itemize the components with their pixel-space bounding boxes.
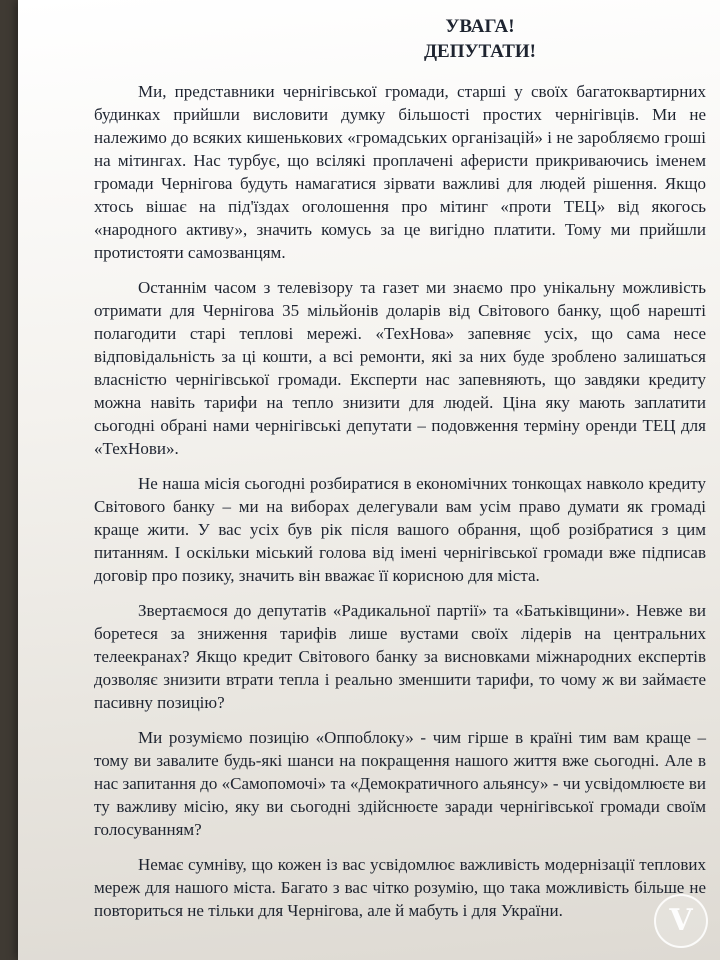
paragraph-3: Не наша місія сьогодні розбиратися в економічних тонкощах навколо кредиту Світового банку – ми на виборах делегували вам усім право думати як громаді краще жити. У вас усіх був рік після вашого обрання, щоб розібратися з цим питанням. І оскільки міський голова від імені чернігівської громади вже підписав договір про позику, значить він вважає її корисною для міста. xyxy=(94,474,706,585)
heading-line-1: УВАГА! xyxy=(445,16,515,37)
document-body xyxy=(94,14,706,934)
paragraph-2: Останнім часом з телевізору та газет ми знаємо про унікальну можливість отримати для Чернігова 35 мільйонів доларів від Світового банку, щоб нарешті полагодити старі теплові мережі. «ТехНова» запевняє усіх, що сама несе відповідальність за ці кошти, а всі ремонти, які за них буде зроблено залишаться власністю чернігівської громади. Експерти нас запевняють, що завдяки кредиту можна навіть тарифи на тепло знизити для людей. Ціна яку мають заплатити сьогодні обрані нами чернігівські депутати – подовження терміну оренди ТЕЦ для «ТехНови». xyxy=(94,278,706,458)
document-heading xyxy=(94,14,706,64)
heading-line-2: ДЕПУТАТИ! xyxy=(423,41,537,62)
paragraph-5: Ми розуміємо позицію «Оппоблоку» - чим гірше в країні тим вам краще – тому ви завалите будь-які шанси на покращення нашого життя вже сьогодні. Але в нас запитання до «Самопомочі» та «Демократичного альянсу» - чи усвідомлюєте ви ту важливу місію, яку ви сьогодні здійснюєте заради чернігівської громади своїм голосуванням? xyxy=(94,728,706,839)
paper-sheet xyxy=(18,0,720,960)
v-logo-icon: V xyxy=(654,894,708,948)
paragraph-4: Звертаємося до депутатів «Радикальної партії» та «Батьківщини». Невже ви боретеся за зниження тарифів лише вустами своїх лідерів на центральних телеекранах? Якщо кредит Світового банку за висновками міжнародних експертів дозволяє знизити втрати тепла і реально зменшити тарифи, то чому ж ви займаєте пасивну позицію? xyxy=(94,601,706,712)
paragraph-1: Ми, представники чернігівської громади, старші у своїх багатоквартирних будинках прийшли висловити думку більшості простих чернігівців. Ми не належимо до всяких кишенькових «громадських організацій» і не заробляємо гроші на мітингах. Нас турбує, що всілякі проплачені аферисти прикриваючись іменем громади Чернігова будуть намагатися зірвати важливі для людей рішення. Якщо хтось вішає на під'їздах оголошення про мітинг «проти ТЕЦ» від якогось «народного активу», значить комусь за це вигідно платити. Тому ми прийшли протистояти самозванцям. xyxy=(94,82,706,262)
paragraph-6: Немає сумніву, що кожен із вас усвідомлює важливість модернізації теплових мереж для нашого міста. Багато з вас чітко розумію, що така можливість більше не повториться не тільки для Чернігова, але й мабуть і для України. xyxy=(94,855,706,920)
